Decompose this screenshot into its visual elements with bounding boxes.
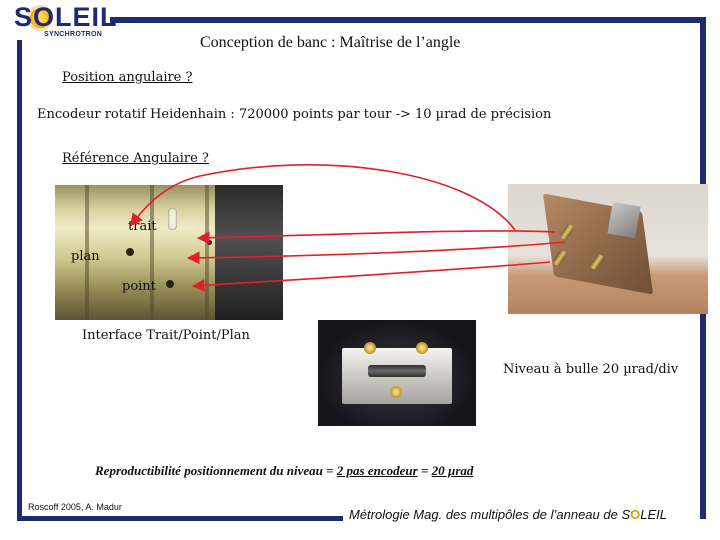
level-vial xyxy=(368,365,426,377)
bolt xyxy=(416,342,428,354)
footer-sun-o: O xyxy=(630,507,641,522)
groove xyxy=(205,185,209,320)
interface-caption: Interface Trait/Point/Plan xyxy=(82,328,250,343)
soleil-logo xyxy=(14,2,118,42)
bolt xyxy=(390,386,402,398)
frame-left xyxy=(17,40,22,520)
footer-title-prefix: Métrologie Mag. des multipôles de l’anneau de S xyxy=(349,507,631,522)
plan-hole xyxy=(126,248,134,256)
level-caption: Niveau à bulle 20 µrad/div xyxy=(503,362,679,377)
footer-title-suffix: LEIL xyxy=(640,507,667,522)
conclusion-equals: = xyxy=(417,463,432,478)
position-heading: Position angulaire ? xyxy=(62,70,193,85)
reference-heading: Référence Angulaire ? xyxy=(62,151,209,166)
level-photo xyxy=(318,320,476,426)
small-hole xyxy=(207,240,212,245)
logo-text: SOLEIL xyxy=(14,2,118,32)
point-label: point xyxy=(122,279,156,294)
trait-label: trait xyxy=(128,219,157,234)
plan-label: plan xyxy=(71,249,100,264)
frame-top xyxy=(110,17,706,23)
conclusion-prefix: Reproductibilité positionnement du niveau = xyxy=(95,463,337,478)
bolt xyxy=(364,342,376,354)
slide-title: Conception de banc : Maîtrise de l’angle xyxy=(200,34,461,51)
mount-block xyxy=(607,202,640,238)
point-hole xyxy=(166,280,174,288)
conclusion-steps: 2 pas encodeur xyxy=(336,463,418,478)
footer-author: Roscoff 2005, A. Madur xyxy=(28,502,122,512)
dark-ring xyxy=(215,185,283,320)
conclusion-urad: 20 µrad xyxy=(431,463,474,478)
trait-slot xyxy=(168,208,177,230)
conclusion xyxy=(95,463,473,479)
logo-subtitle: SYNCHROTRON xyxy=(44,31,103,38)
encoder-text: Encodeur rotatif Heidenhain : 720000 points par tour -> 10 µrad de précision xyxy=(37,107,552,122)
footer-title xyxy=(349,507,667,522)
mount-photo xyxy=(508,184,708,314)
frame-bottom xyxy=(17,516,343,521)
groove xyxy=(150,185,154,320)
